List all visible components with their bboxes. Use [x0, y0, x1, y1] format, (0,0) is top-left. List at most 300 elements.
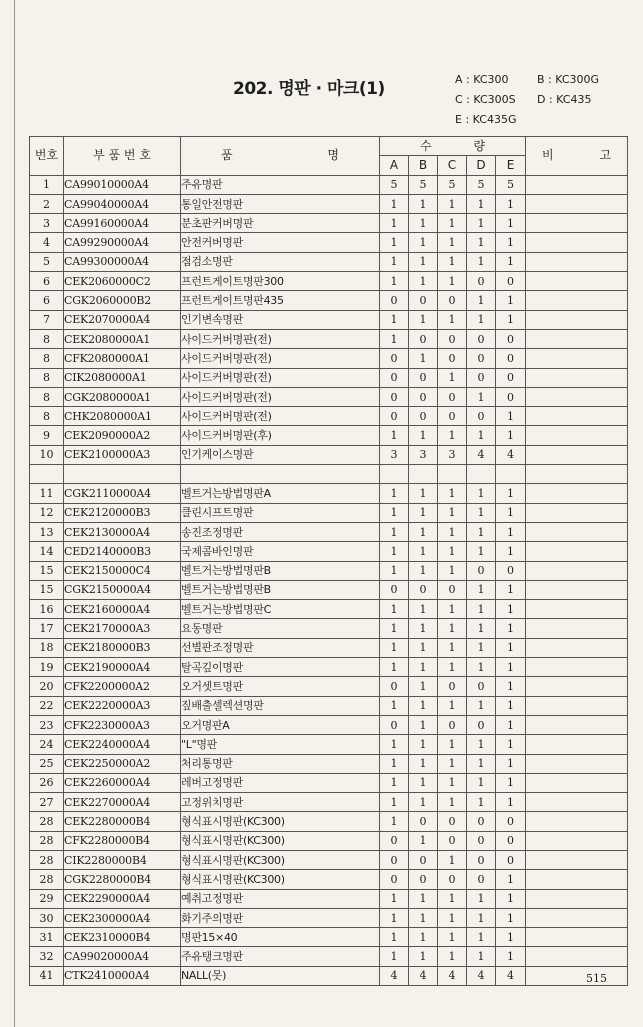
- header-qty-a: A: [380, 156, 409, 175]
- qty-b: 1: [409, 696, 438, 715]
- qty-b: 1: [409, 793, 438, 812]
- qty-d: 0: [467, 850, 496, 869]
- qty-b: 3: [409, 445, 438, 464]
- qty-e: 1: [496, 658, 526, 677]
- row-number: 7: [30, 310, 64, 329]
- qty-e: 0: [496, 329, 526, 348]
- qty-e: 1: [496, 947, 526, 966]
- empty-cell: [30, 465, 64, 484]
- qty-c: 5: [438, 175, 467, 194]
- qty-e: 0: [496, 387, 526, 406]
- row-number: 17: [30, 619, 64, 638]
- qty-d: 1: [467, 658, 496, 677]
- qty-d: 1: [467, 696, 496, 715]
- row-number: 29: [30, 889, 64, 908]
- qty-b: 1: [409, 522, 438, 541]
- qty-b: 1: [409, 619, 438, 638]
- empty-cell: [64, 465, 181, 484]
- qty-c: 1: [438, 426, 467, 445]
- page-binding-rule: [14, 0, 15, 1027]
- part-name: 프런트게이트명판300: [181, 272, 380, 291]
- part-number: CEK2190000A4: [64, 658, 181, 677]
- qty-a: 0: [380, 831, 409, 850]
- qty-a: 0: [380, 870, 409, 889]
- table-row: [30, 426, 628, 445]
- qty-a: 1: [380, 908, 409, 927]
- qty-c: 0: [438, 812, 467, 831]
- row-number: 6: [30, 291, 64, 310]
- part-number: CGK2060000B2: [64, 291, 181, 310]
- qty-c: 0: [438, 407, 467, 426]
- qty-d: 1: [467, 889, 496, 908]
- qty-a: 1: [380, 503, 409, 522]
- table-row: [30, 387, 628, 406]
- empty-cell: [181, 465, 380, 484]
- qty-b: 0: [409, 580, 438, 599]
- row-number: 8: [30, 349, 64, 368]
- qty-d: 1: [467, 214, 496, 233]
- qty-e: 1: [496, 252, 526, 271]
- part-name: 사이드커버명판(후): [181, 426, 380, 445]
- qty-b: 0: [409, 291, 438, 310]
- header-no: 번호: [30, 137, 64, 176]
- remark-cell: [526, 773, 628, 792]
- part-number: CGK2280000B4: [64, 870, 181, 889]
- qty-e: 1: [496, 426, 526, 445]
- part-name: 형식표시명판(KC300): [181, 831, 380, 850]
- table-row: [30, 754, 628, 773]
- part-number: CEK2080000A1: [64, 329, 181, 348]
- row-number: 13: [30, 522, 64, 541]
- qty-b: 1: [409, 831, 438, 850]
- qty-d: 0: [467, 329, 496, 348]
- remark-cell: [526, 850, 628, 869]
- qty-d: 1: [467, 928, 496, 947]
- table-row: [30, 291, 628, 310]
- part-name: 형식표시명판(KC300): [181, 870, 380, 889]
- qty-a: 0: [380, 349, 409, 368]
- qty-b: 0: [409, 812, 438, 831]
- remark-cell: [526, 387, 628, 406]
- qty-a: 5: [380, 175, 409, 194]
- qty-e: 4: [496, 966, 526, 985]
- qty-d: 1: [467, 291, 496, 310]
- part-number: CFK2280000B4: [64, 831, 181, 850]
- row-number: 30: [30, 908, 64, 927]
- part-number: CEK2280000B4: [64, 812, 181, 831]
- qty-b: 1: [409, 214, 438, 233]
- part-name: 분초판커버명판: [181, 214, 380, 233]
- qty-a: 0: [380, 407, 409, 426]
- qty-a: 1: [380, 754, 409, 773]
- part-number: CEK2250000A2: [64, 754, 181, 773]
- qty-c: 1: [438, 542, 467, 561]
- qty-d: 1: [467, 600, 496, 619]
- part-number: CFK2080000A1: [64, 349, 181, 368]
- part-name: 프런트게이트명판435: [181, 291, 380, 310]
- qty-e: 1: [496, 638, 526, 657]
- table-row: [30, 793, 628, 812]
- part-name: 형식표시명판(KC300): [181, 850, 380, 869]
- row-number: 26: [30, 773, 64, 792]
- qty-d: 0: [467, 561, 496, 580]
- part-number: CA99290000A4: [64, 233, 181, 252]
- part-number: CHK2080000A1: [64, 407, 181, 426]
- table-row: [30, 831, 628, 850]
- table-row: [30, 889, 628, 908]
- qty-d: 0: [467, 677, 496, 696]
- part-name: 인기케이스명판: [181, 445, 380, 464]
- table-row: [30, 484, 628, 503]
- table-row: [30, 947, 628, 966]
- qty-a: 0: [380, 368, 409, 387]
- row-number: 41: [30, 966, 64, 985]
- qty-a: 1: [380, 658, 409, 677]
- qty-b: 1: [409, 908, 438, 927]
- part-number: CEK2300000A4: [64, 908, 181, 927]
- table-row: [30, 310, 628, 329]
- part-number: CEK2290000A4: [64, 889, 181, 908]
- remark-cell: [526, 831, 628, 850]
- qty-d: 1: [467, 619, 496, 638]
- part-number: CIK2280000B4: [64, 850, 181, 869]
- row-number: 15: [30, 580, 64, 599]
- row-number: 15: [30, 561, 64, 580]
- qty-c: 1: [438, 908, 467, 927]
- qty-e: 0: [496, 850, 526, 869]
- remark-cell: [526, 542, 628, 561]
- qty-c: 0: [438, 329, 467, 348]
- part-number: CFK2230000A3: [64, 715, 181, 734]
- part-name: 탈곡깊이명판: [181, 658, 380, 677]
- part-number: CEK2160000A4: [64, 600, 181, 619]
- qty-a: 1: [380, 426, 409, 445]
- qty-a: 4: [380, 966, 409, 985]
- part-number: CEK2070000A4: [64, 310, 181, 329]
- qty-d: 1: [467, 522, 496, 541]
- remark-cell: [526, 349, 628, 368]
- row-number: 6: [30, 272, 64, 291]
- qty-e: 0: [496, 349, 526, 368]
- legend-item: A : KC300: [455, 73, 509, 86]
- qty-a: 1: [380, 484, 409, 503]
- part-number: CGK2110000A4: [64, 484, 181, 503]
- remark-cell: [526, 735, 628, 754]
- header-remark: 비 고: [526, 137, 628, 176]
- table-row: [30, 735, 628, 754]
- qty-c: 0: [438, 580, 467, 599]
- qty-e: 0: [496, 368, 526, 387]
- qty-b: 0: [409, 850, 438, 869]
- qty-e: 1: [496, 580, 526, 599]
- header-qty-e: E: [496, 156, 526, 175]
- table-row: [30, 677, 628, 696]
- part-name: 요동명판: [181, 619, 380, 638]
- qty-a: 1: [380, 233, 409, 252]
- qty-d: 1: [467, 638, 496, 657]
- row-number: 22: [30, 696, 64, 715]
- qty-c: 1: [438, 522, 467, 541]
- qty-b: 1: [409, 773, 438, 792]
- qty-d: 4: [467, 445, 496, 464]
- remark-cell: [526, 175, 628, 194]
- row-number: 14: [30, 542, 64, 561]
- row-number: 27: [30, 793, 64, 812]
- part-name: 사이드커버명판(전): [181, 368, 380, 387]
- qty-b: 1: [409, 600, 438, 619]
- empty-cell: [496, 465, 526, 484]
- qty-e: 0: [496, 272, 526, 291]
- table-row: [30, 658, 628, 677]
- part-name: 예취고정명판: [181, 889, 380, 908]
- qty-e: 0: [496, 561, 526, 580]
- part-number: CTK2410000A4: [64, 966, 181, 985]
- remark-cell: [526, 715, 628, 734]
- qty-e: 1: [496, 542, 526, 561]
- remark-cell: [526, 600, 628, 619]
- qty-b: 1: [409, 658, 438, 677]
- remark-cell: [526, 638, 628, 657]
- part-number: CEK2130000A4: [64, 522, 181, 541]
- table-row: [30, 812, 628, 831]
- part-number: CEK2180000B3: [64, 638, 181, 657]
- table-row: [30, 194, 628, 213]
- qty-b: 0: [409, 870, 438, 889]
- qty-d: 5: [467, 175, 496, 194]
- qty-b: 1: [409, 272, 438, 291]
- part-name: 벨트거는방법명판C: [181, 600, 380, 619]
- remark-cell: [526, 329, 628, 348]
- row-number: 9: [30, 426, 64, 445]
- remark-cell: [526, 966, 628, 985]
- table-row: [30, 503, 628, 522]
- qty-b: 0: [409, 387, 438, 406]
- part-name: 벨트거는방법명판A: [181, 484, 380, 503]
- remark-cell: [526, 928, 628, 947]
- qty-c: 1: [438, 696, 467, 715]
- qty-b: 1: [409, 735, 438, 754]
- qty-c: 1: [438, 928, 467, 947]
- remark-cell: [526, 233, 628, 252]
- qty-a: 1: [380, 310, 409, 329]
- qty-b: 1: [409, 715, 438, 734]
- qty-c: 1: [438, 561, 467, 580]
- qty-b: 5: [409, 175, 438, 194]
- part-number: CA99160000A4: [64, 214, 181, 233]
- remark-cell: [526, 619, 628, 638]
- table-row: [30, 272, 628, 291]
- remark-cell: [526, 503, 628, 522]
- qty-e: 1: [496, 484, 526, 503]
- qty-e: 1: [496, 407, 526, 426]
- row-number: 25: [30, 754, 64, 773]
- qty-c: 1: [438, 252, 467, 271]
- row-number: 28: [30, 850, 64, 869]
- qty-d: 0: [467, 831, 496, 850]
- part-name: 사이드커버명판(전): [181, 387, 380, 406]
- qty-c: 3: [438, 445, 467, 464]
- part-name: 안전커버명판: [181, 233, 380, 252]
- qty-c: 1: [438, 194, 467, 213]
- qty-c: 1: [438, 484, 467, 503]
- part-name: 벨트거는방법명판B: [181, 580, 380, 599]
- qty-a: 1: [380, 329, 409, 348]
- row-number: 12: [30, 503, 64, 522]
- table-row: [30, 214, 628, 233]
- remark-cell: [526, 426, 628, 445]
- qty-b: 1: [409, 928, 438, 947]
- qty-e: 1: [496, 773, 526, 792]
- qty-b: 1: [409, 638, 438, 657]
- qty-a: 3: [380, 445, 409, 464]
- qty-a: 1: [380, 773, 409, 792]
- qty-c: 1: [438, 850, 467, 869]
- row-number: 24: [30, 735, 64, 754]
- row-number: 18: [30, 638, 64, 657]
- row-number: 23: [30, 715, 64, 734]
- qty-c: 1: [438, 735, 467, 754]
- qty-b: 1: [409, 426, 438, 445]
- qty-e: 4: [496, 445, 526, 464]
- qty-c: 0: [438, 870, 467, 889]
- table-row: [30, 329, 628, 348]
- qty-a: 1: [380, 542, 409, 561]
- qty-a: 1: [380, 214, 409, 233]
- qty-e: 1: [496, 754, 526, 773]
- qty-b: 1: [409, 252, 438, 271]
- row-number: 2: [30, 194, 64, 213]
- qty-a: 1: [380, 889, 409, 908]
- remark-cell: [526, 793, 628, 812]
- table-row: [30, 696, 628, 715]
- remark-cell: [526, 407, 628, 426]
- part-number: CFK2200000A2: [64, 677, 181, 696]
- qty-c: 0: [438, 715, 467, 734]
- qty-c: 1: [438, 503, 467, 522]
- qty-b: 1: [409, 754, 438, 773]
- remark-cell: [526, 272, 628, 291]
- qty-a: 0: [380, 677, 409, 696]
- part-number: CEK2310000B4: [64, 928, 181, 947]
- qty-a: 1: [380, 793, 409, 812]
- row-number: 28: [30, 870, 64, 889]
- remark-cell: [526, 194, 628, 213]
- qty-c: 0: [438, 349, 467, 368]
- qty-e: 0: [496, 831, 526, 850]
- qty-a: 1: [380, 619, 409, 638]
- qty-e: 1: [496, 214, 526, 233]
- part-name: 명판15×40: [181, 928, 380, 947]
- table-row: [30, 966, 628, 985]
- header-qty-c: C: [438, 156, 467, 175]
- qty-d: 1: [467, 754, 496, 773]
- qty-e: 1: [496, 310, 526, 329]
- qty-d: 0: [467, 349, 496, 368]
- qty-b: 1: [409, 542, 438, 561]
- legend-item: B : KC300G: [537, 73, 600, 86]
- qty-e: 5: [496, 175, 526, 194]
- qty-d: 4: [467, 966, 496, 985]
- part-name: 레버고정명판: [181, 773, 380, 792]
- part-name: 사이드커버명판(전): [181, 407, 380, 426]
- table-spacer-row: [30, 465, 628, 484]
- table-row: [30, 908, 628, 927]
- row-number: 1: [30, 175, 64, 194]
- part-number: CGK2150000A4: [64, 580, 181, 599]
- part-number: CEK2170000A3: [64, 619, 181, 638]
- table-row: [30, 542, 628, 561]
- table-row: [30, 252, 628, 271]
- page-title: 202. 명판 · 마크(1): [233, 79, 385, 99]
- qty-c: 1: [438, 773, 467, 792]
- table-row: [30, 233, 628, 252]
- remark-cell: [526, 214, 628, 233]
- row-number: 32: [30, 947, 64, 966]
- row-number: 8: [30, 329, 64, 348]
- part-number: CED2140000B3: [64, 542, 181, 561]
- qty-e: 1: [496, 233, 526, 252]
- parts-table-body: [30, 175, 628, 985]
- remark-cell: [526, 484, 628, 503]
- part-number: CEK2260000A4: [64, 773, 181, 792]
- part-number: CIK2080000A1: [64, 368, 181, 387]
- table-row: [30, 928, 628, 947]
- qty-c: 1: [438, 310, 467, 329]
- empty-cell: [526, 465, 628, 484]
- row-number: 16: [30, 600, 64, 619]
- part-name: 고정위치명판: [181, 793, 380, 812]
- table-row: [30, 715, 628, 734]
- legend-item: D : KC435: [537, 93, 592, 106]
- qty-d: 0: [467, 812, 496, 831]
- part-name: NALL(못): [181, 966, 380, 985]
- qty-e: 1: [496, 793, 526, 812]
- qty-c: 4: [438, 966, 467, 985]
- qty-a: 1: [380, 947, 409, 966]
- row-number: 31: [30, 928, 64, 947]
- remark-cell: [526, 889, 628, 908]
- row-number: 4: [30, 233, 64, 252]
- header-part-name: 품 명: [181, 137, 380, 176]
- qty-a: 0: [380, 715, 409, 734]
- part-name: 사이드커버명판(전): [181, 349, 380, 368]
- part-number: CA99010000A4: [64, 175, 181, 194]
- qty-e: 1: [496, 908, 526, 927]
- qty-e: 0: [496, 812, 526, 831]
- table-row: [30, 850, 628, 869]
- qty-e: 1: [496, 619, 526, 638]
- part-name: 화기주의명판: [181, 908, 380, 927]
- part-name: 클린시프트명판: [181, 503, 380, 522]
- empty-cell: [438, 465, 467, 484]
- qty-d: 0: [467, 407, 496, 426]
- part-name: 통일안전명판: [181, 194, 380, 213]
- table-row: [30, 561, 628, 580]
- qty-c: 0: [438, 291, 467, 310]
- qty-c: 1: [438, 619, 467, 638]
- row-number: 28: [30, 831, 64, 850]
- header-part-number: 부 품 번 호: [64, 137, 181, 176]
- qty-e: 1: [496, 870, 526, 889]
- qty-c: 1: [438, 658, 467, 677]
- qty-b: 1: [409, 349, 438, 368]
- remark-cell: [526, 812, 628, 831]
- remark-cell: [526, 947, 628, 966]
- qty-e: 1: [496, 715, 526, 734]
- qty-a: 1: [380, 252, 409, 271]
- qty-c: 1: [438, 272, 467, 291]
- part-name: 벨트거는방법명판B: [181, 561, 380, 580]
